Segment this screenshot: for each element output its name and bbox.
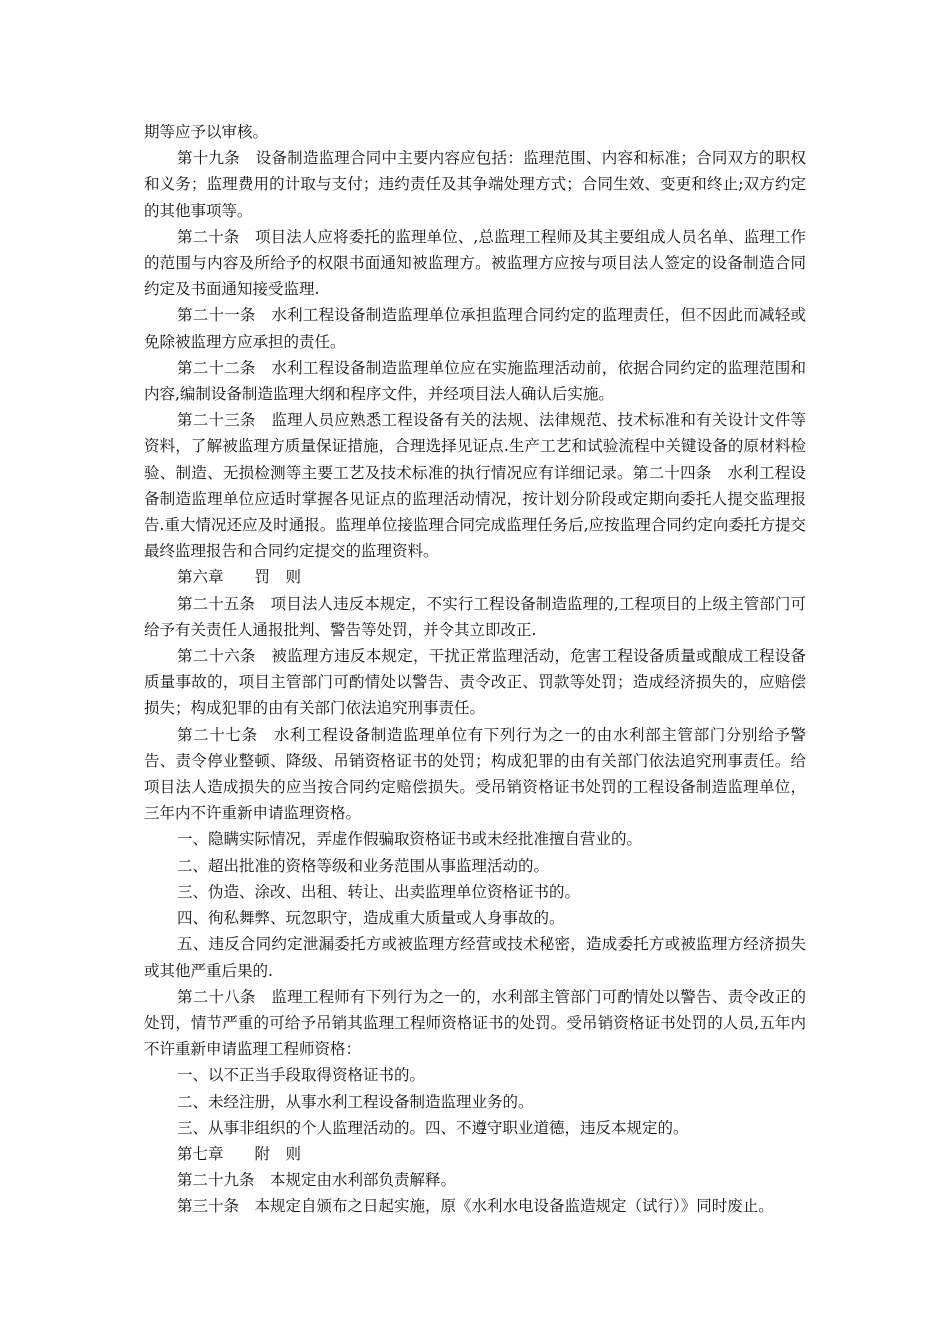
article-20: 第二十条 项目法人应将委托的监理单位、,总监理工程师及其主要组成人员名单、监理工作的范围与内容及所给予的权限书面通知被监理方。被监理方应按与项目法人签定的设备制造合同约定及书面通知接受监理. (144, 227, 806, 299)
article-28-item-2: 二、未经注册，从事水利工程设备制造监理业务的。 (177, 1092, 534, 1111)
article-28: 第二十八条 监理工程师有下列行为之一的，水利部主管部门可酌情处以警告、责令改正的处罚，情节严重的可给予吊销其监理工程师资格证书的处罚。受吊销资格证书处罚的人员,五年内不许重新申请监理工程师资格： (144, 987, 806, 1059)
article-28-item-3-4: 三、从事非组织的个人监理活动的。四、不遵守职业道德，违反本规定的。 (177, 1118, 689, 1137)
article-25: 第二十五条 项目法人违反本规定，不实行工程设备制造监理的,工程项目的上级主管部门可给予有关责任人通报批判、警告等处罚，并令其立即改正. (144, 594, 806, 639)
article-23-24: 第二十三条 监理人员应熟悉工程设备有关的法规、法律规范、技术标准和有关设计文件等资料，了解被监理方质量保证措施，合理选择见证点.生产工艺和试验流程中关键设备的原材料检验、制造、无损检测等主要工艺及技术标准的执行情况应有详细记录。第二十四条 水利工程设备制造监理单位应适时掌握各见证点的监理活动情况，按计划分阶段或定期向委托人提交监理报告.重大情况还应及时通报。监理单位接监理合同完成监理任务后,应按监理合同约定向委托方提交最终监理报告和合同约定提交的监理资料。 (144, 411, 806, 561)
article-27-item-4: 四、徇私舞弊、玩忽职守，造成重大质量或人身事故的。 (177, 909, 565, 928)
article-19: 第十九条 设备制造监理合同中主要内容应包括：监理范围、内容和标准；合同双方的职权和义务；监理费用的计取与支付；违约责任及其争端处理方式；合同生效、变更和终止;双方约定的其他事项等。 (144, 149, 806, 220)
chapter-6-heading: 第六章 罚 则 (177, 568, 302, 587)
article-29: 第二十九条 本规定由水利部负责解释。 (177, 1171, 457, 1190)
article-26: 第二十六条 被监理方违反本规定，干扰正常监理活动，危害工程设备质量或酿成工程设备质量事故的，项目主管部门可酌情处以警告、责令改正、罚款等处罚；造成经济损失的，应赔偿损失；构成犯罪的由有关部门依法追究刑事责任。 (144, 647, 806, 718)
article-27-item-5: 五、违反合同约定泄漏委托方或被监理方经营或技术秘密，造成委托方或被监理方经济损失或其他严重后果的. (144, 935, 806, 980)
article-27-item-1: 一、隐瞒实际情况，弄虚作假骗取资格证书或未经批准擅自营业的。 (177, 830, 643, 849)
chapter-7-heading: 第七章 附 则 (177, 1144, 302, 1163)
article-22: 第二十二条 水利工程设备制造监理单位应在实施监理活动前，依据合同约定的监理范围和内容,编制设备制造监理大纲和程序文件，并经项目法人确认后实施。 (144, 358, 806, 404)
article-27-item-3: 三、伪造、涂改、出租、转让、出卖监理单位资格证书的。 (177, 882, 581, 901)
article-30: 第三十条 本规定自颁布之日起实施，原《水利水电设备监造规定（试行）》同时废止。 (177, 1197, 774, 1216)
article-21: 第二十一条 水利工程设备制造监理单位承担监理合同约定的监理责任，但不因此而减轻或免除被监理方应承担的责任。 (144, 306, 806, 351)
article-28-item-1: 一、以不正当手段取得资格证书的。 (177, 1066, 426, 1085)
document-body (144, 119, 806, 1220)
article-27: 第二十七条 水利工程设备制造监理单位有下列行为之一的由水利部主管部门分别给予警告、责令停业整顿、降级、吊销资格证书的处罚；构成犯罪的由有关部门依法追究刑事责任。给项目法人造成损失的应当按合同约定赔偿损失。受吊销资格证书处罚的工程设备制造监理单位，三年内不许重新申请监理资格。 (144, 725, 806, 823)
article-27-item-2: 二、超出批准的资格等级和业务范围从事监理活动的。 (177, 856, 550, 875)
paragraph-1: 期等应予以审核。 (144, 123, 269, 141)
